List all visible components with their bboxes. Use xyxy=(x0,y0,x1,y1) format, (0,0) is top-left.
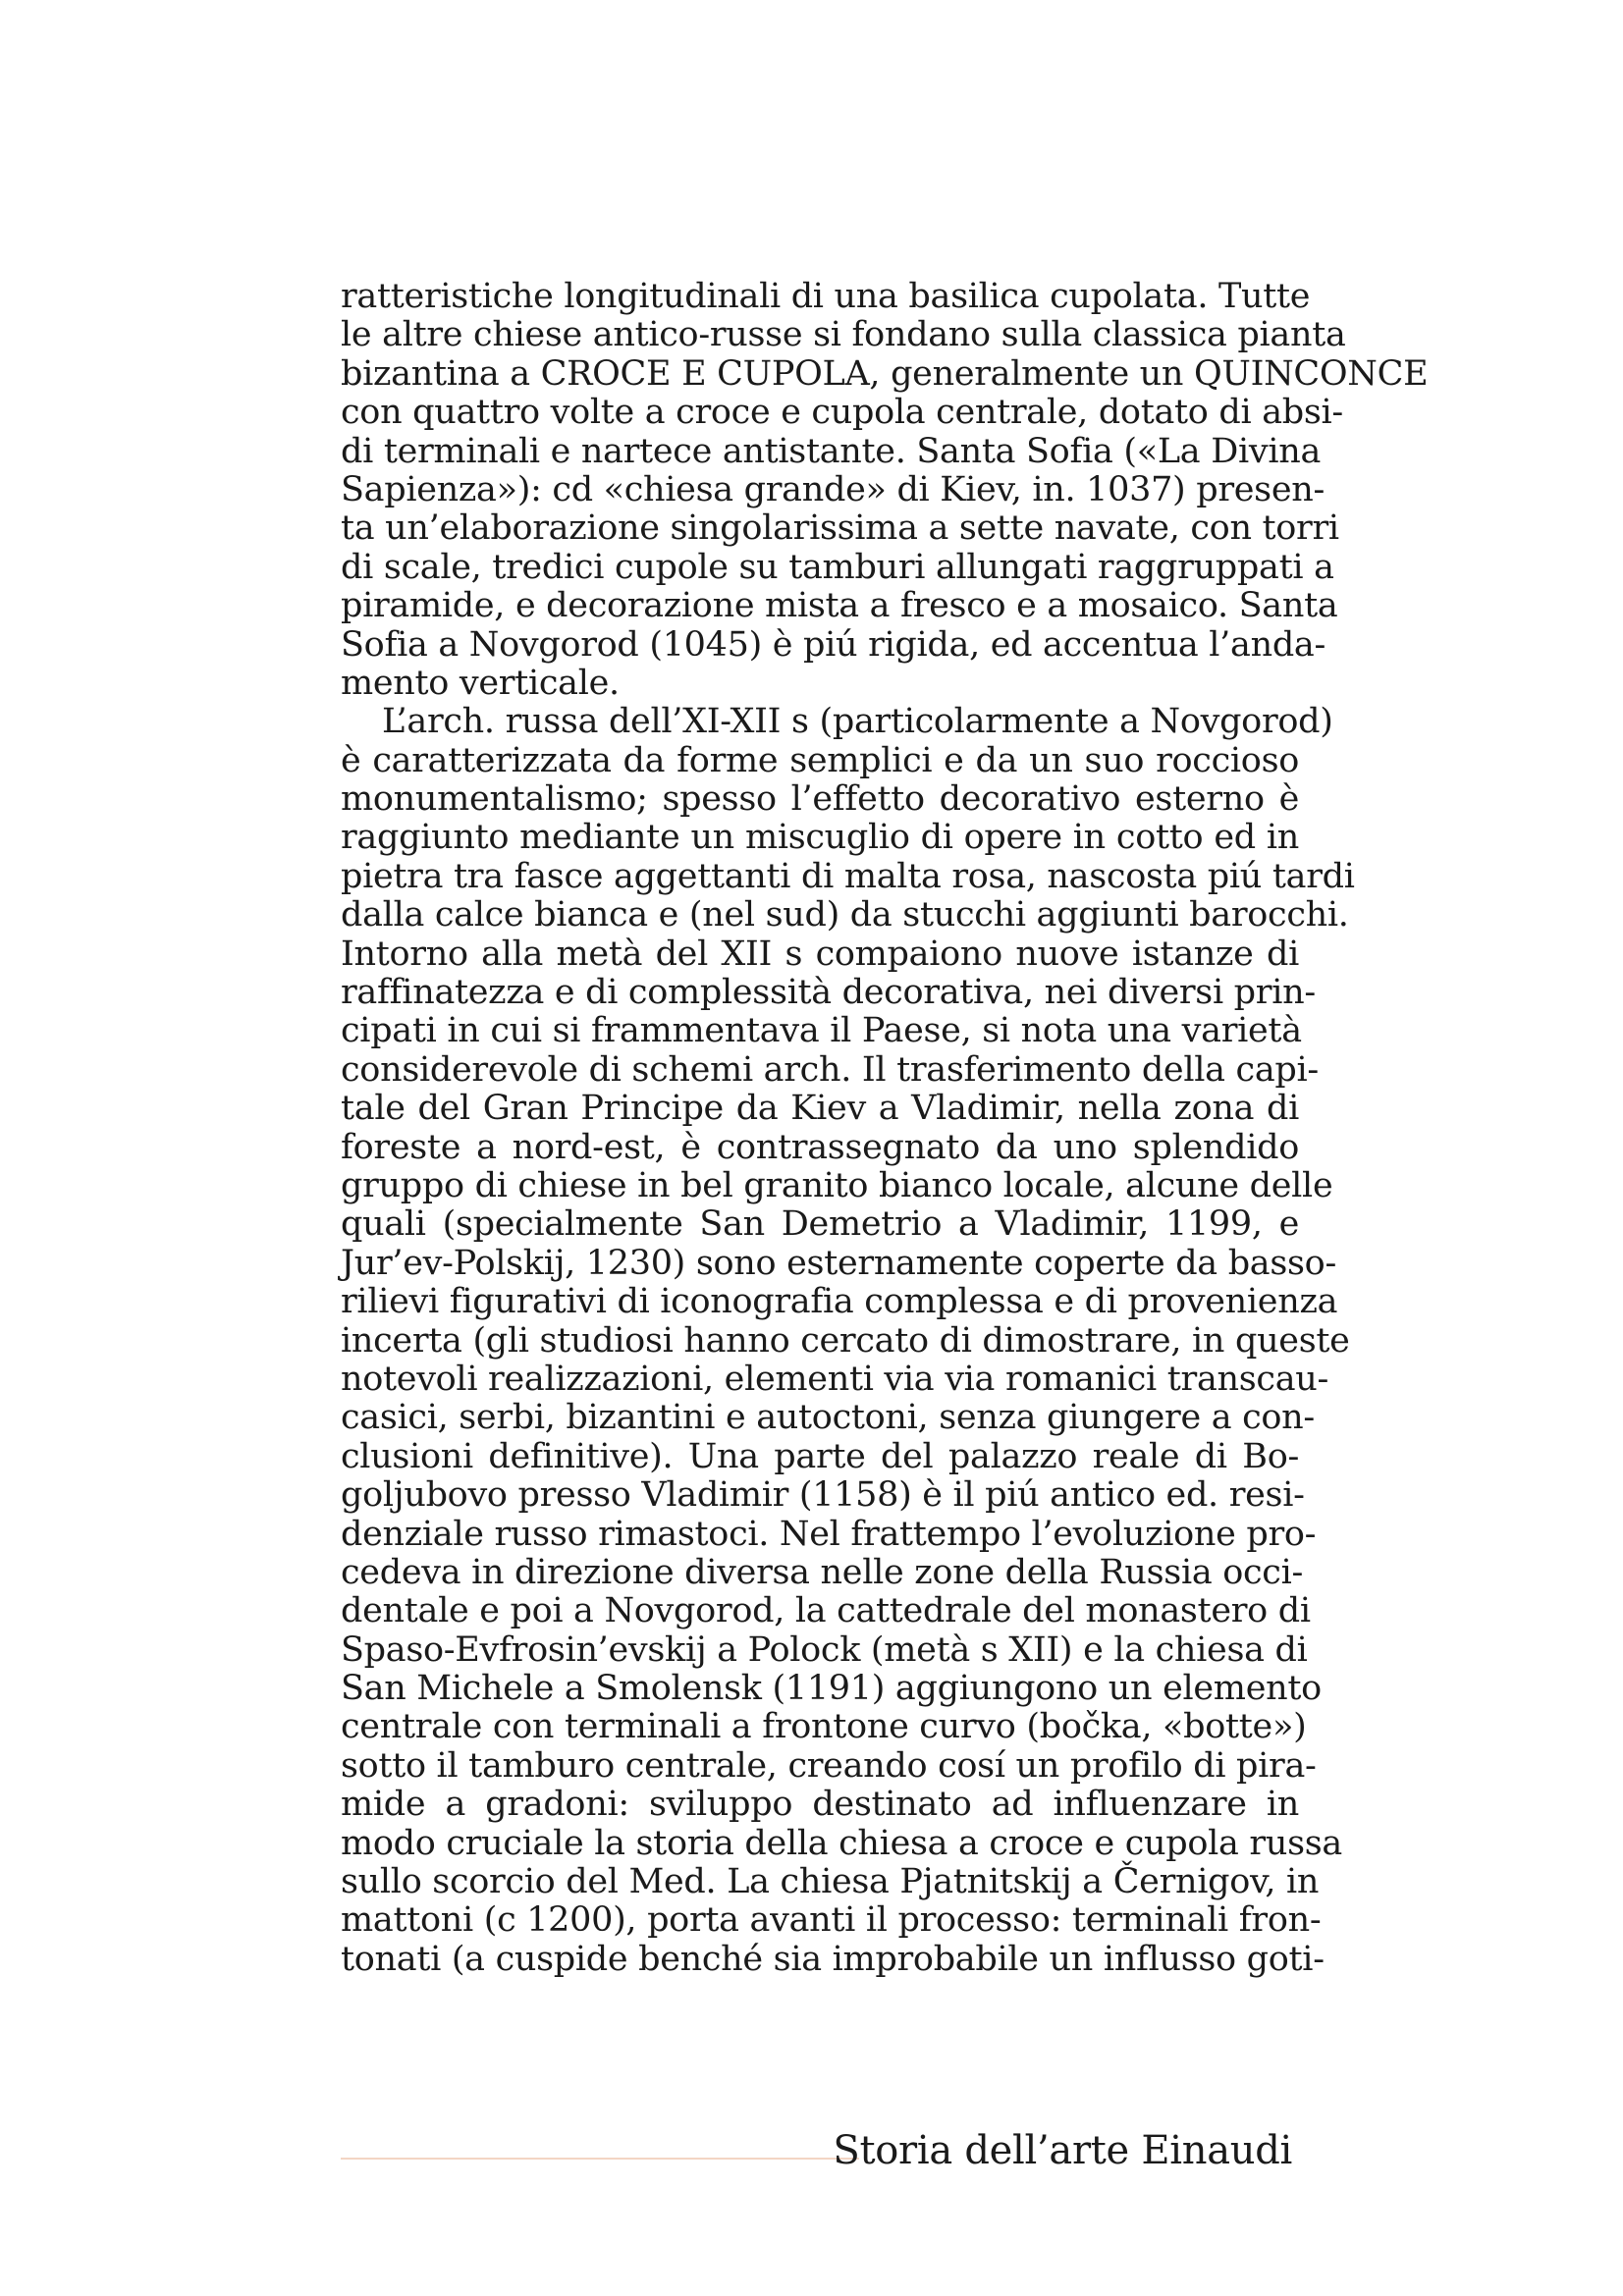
text-line: di terminali e nartece antistante. Santa Sofia («La Divina xyxy=(341,431,1322,471)
text-line: clusioni definitive). Una parte del palazzo reale di Bo- xyxy=(341,1436,1299,1476)
footer-divider xyxy=(341,2158,859,2160)
text-line: Spaso-Evfrosin’evskij a Polock (metà s XII) e la chiesa di xyxy=(341,1629,1308,1670)
text-line: cedeva in direzione diversa nelle zone della Russia occi- xyxy=(341,1552,1304,1592)
text-line: tonati (a cuspide benché sia improbabile un influsso goti- xyxy=(341,1939,1325,1979)
text-line: quali (specialmente San Demetrio a Vladimir, 1199, e xyxy=(341,1204,1299,1245)
text-line: ratteristiche longitudinali di una basilica cupolata. Tutte xyxy=(341,277,1311,316)
text-line: Sofia a Novgorod (1045) è piú rigida, ed accentua l’anda- xyxy=(341,624,1326,665)
text-line: Jur’ev-Polskij, 1230) sono esternamente coperte da basso- xyxy=(341,1243,1336,1283)
text-line: goljubovo presso Vladimir (1158) è il piú antico ed. resi- xyxy=(341,1475,1305,1516)
text-line: dentale e poi a Novgorod, la cattedrale del monastero di xyxy=(341,1591,1311,1631)
text-line: cipati in cui si frammentava il Paese, si nota una varietà xyxy=(341,1011,1302,1051)
text-line: Intorno alla metà del XII s compaiono nuove istanze di xyxy=(341,934,1299,974)
text-line: denziale russo rimastoci. Nel frattempo l’evoluzione pro- xyxy=(341,1514,1317,1554)
text-line: è caratterizzata da forme semplici e da un suo roccioso xyxy=(341,740,1299,780)
text-line: gruppo di chiese in bel granito bianco locale, alcune delle xyxy=(341,1165,1333,1205)
text-line: centrale con terminali a frontone curvo (bočka, «botte») xyxy=(341,1707,1307,1747)
text-line: monumentalismo; spesso l’effetto decorativo esterno è xyxy=(341,779,1299,820)
text-line: incerta (gli studiosi hanno cercato di dimostrare, in queste xyxy=(341,1320,1350,1361)
text-line: mento verticale. xyxy=(341,663,620,703)
text-line: mattoni (c 1200), porta avanti il processo: terminali fron- xyxy=(341,1900,1322,1941)
text-line: dalla calce bianca e (nel sud) da stucchi aggiunti barocchi. xyxy=(341,895,1349,935)
text-line: tale del Gran Principe da Kiev a Vladimir, nella zona di xyxy=(341,1089,1299,1129)
text-line: modo cruciale la storia della chiesa a croce e cupola russa xyxy=(341,1823,1342,1863)
body-text xyxy=(341,277,1429,1979)
text-line: notevoli realizzazioni, elementi via via romanici transcau- xyxy=(341,1359,1329,1399)
text-line: sotto il tamburo centrale, creando cosí un profilo di pira- xyxy=(341,1745,1317,1786)
text-line: ta un’elaborazione singolarissima a sette navate, con torri xyxy=(341,508,1339,549)
footer-title: Storia dell’arte Einaudi xyxy=(833,2128,1292,2173)
text-line: San Michele a Smolensk (1191) aggiungono un elemento xyxy=(341,1669,1322,1709)
text-line: raggiunto mediante un miscuglio di opere in cotto ed in xyxy=(341,818,1299,858)
text-line: considerevole di schemi arch. Il trasferimento della capi- xyxy=(341,1049,1319,1090)
text-line: bizantina a CROCE E CUPOLA, generalmente un QUINCONCE xyxy=(341,353,1429,394)
text-line: pietra tra fasce aggettanti di malta rosa, nascosta piú tardi xyxy=(341,856,1355,896)
text-line: piramide, e decorazione mista a fresco e a mosaico. Santa xyxy=(341,586,1338,626)
text-line: con quattro volte a croce e cupola centrale, dotato di absi- xyxy=(341,393,1343,433)
text-line: sullo scorcio del Med. La chiesa Pjatnitskij a Černigov, in xyxy=(341,1862,1320,1902)
text-line: raffinatezza e di complessità decorativa, nei diversi prin- xyxy=(341,973,1316,1013)
text-line: di scale, tredici cupole su tamburi allungati raggruppati a xyxy=(341,547,1334,587)
text-line: rilievi figurativi di iconografia complessa e di provenienza xyxy=(341,1282,1338,1322)
text-line: foreste a nord-est, è contrassegnato da uno splendido xyxy=(341,1127,1299,1167)
text-line: L’arch. russa dell’XI-XII s (particolarmente a Novgorod) xyxy=(382,702,1333,742)
text-line: mide a gradoni: sviluppo destinato ad influenzare in xyxy=(341,1785,1299,1825)
text-line: Sapienza»): cd «chiesa grande» di Kiev, in. 1037) presen- xyxy=(341,469,1325,509)
text-line: casici, serbi, bizantini e autoctoni, senza giungere a con- xyxy=(341,1398,1315,1438)
text-line: le altre chiese antico-russe si fondano sulla classica pianta xyxy=(341,315,1346,355)
